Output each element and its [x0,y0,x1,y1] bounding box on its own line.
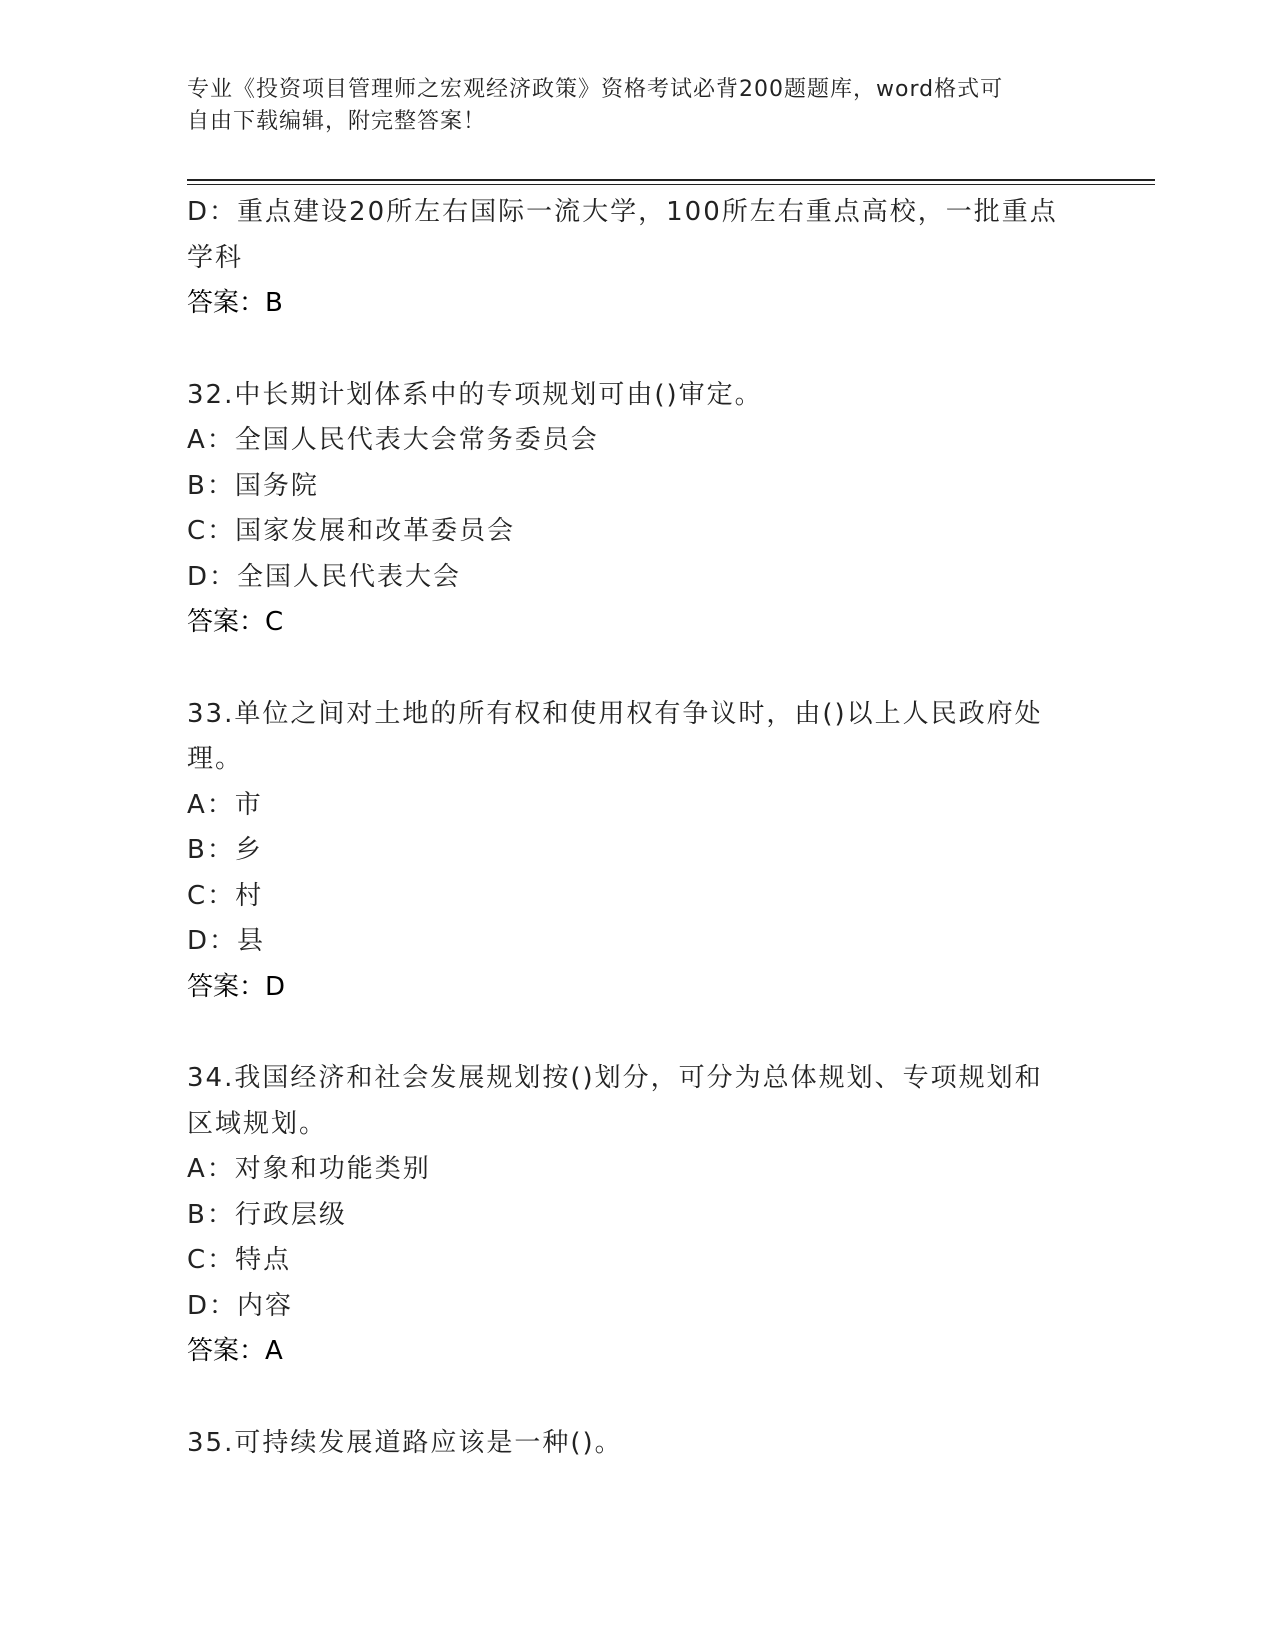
answer-label: 答案：C [187,607,284,637]
option-b: B：乡 [187,835,263,865]
option-a: A：全国人民代表大会常务委员会 [187,425,599,455]
option-d: D：县 [187,926,266,956]
question-stem: 35.可持续发展道路应该是一种()。 [187,1427,623,1458]
question-stem-continued: 理。 [187,744,244,774]
header-line-2: 自由下载编辑，附完整答案！ [187,109,487,134]
spacer [187,1010,1087,1056]
question-34 [187,1056,1087,1375]
question-stem-continued: 区域规划。 [187,1108,328,1139]
question-33 [187,692,1087,1011]
document-body [187,190,1087,1466]
spacer [187,1375,1087,1421]
option-d: D：重点建设20所左右国际一流大学，100所左右重点高校，一批重点 [187,197,1058,227]
option-d: D：内容 [187,1290,294,1321]
option-c: C：特点 [187,1245,292,1275]
answer-label: 答案：A [187,1336,283,1366]
question-31-tail [187,190,1087,327]
answer-label: 答案：B [187,288,283,318]
option-d-continued: 学科 [187,242,244,273]
option-b: B：国务院 [187,470,319,501]
spacer [187,327,1087,373]
question-35 [187,1421,1087,1467]
option-b: B：行政层级 [187,1199,347,1230]
answer-label: 答案：D [187,971,286,1002]
question-stem: 33.单位之间对土地的所有权和使用权有争议时，由()以上人民政府处 [187,698,1043,729]
question-32 [187,373,1087,646]
header-divider-thick [187,179,1155,181]
question-stem: 34.我国经济和社会发展规划按()划分，可分为总体规划、专项规划和 [187,1063,1043,1093]
option-a: A：对象和功能类别 [187,1154,431,1184]
option-a: A：市 [187,789,263,820]
spacer [187,646,1087,692]
header-line-1: 专业《投资项目管理师之宏观经济政策》资格考试必背200题题库，word格式可 [187,77,1004,102]
option-c: C：村 [187,880,264,911]
document-header [187,74,1087,138]
option-d: D：全国人民代表大会 [187,561,462,592]
option-c: C：国家发展和改革委员会 [187,516,516,546]
question-stem: 32.中长期计划体系中的专项规划可由()审定。 [187,379,763,410]
header-divider-thin [187,184,1155,185]
